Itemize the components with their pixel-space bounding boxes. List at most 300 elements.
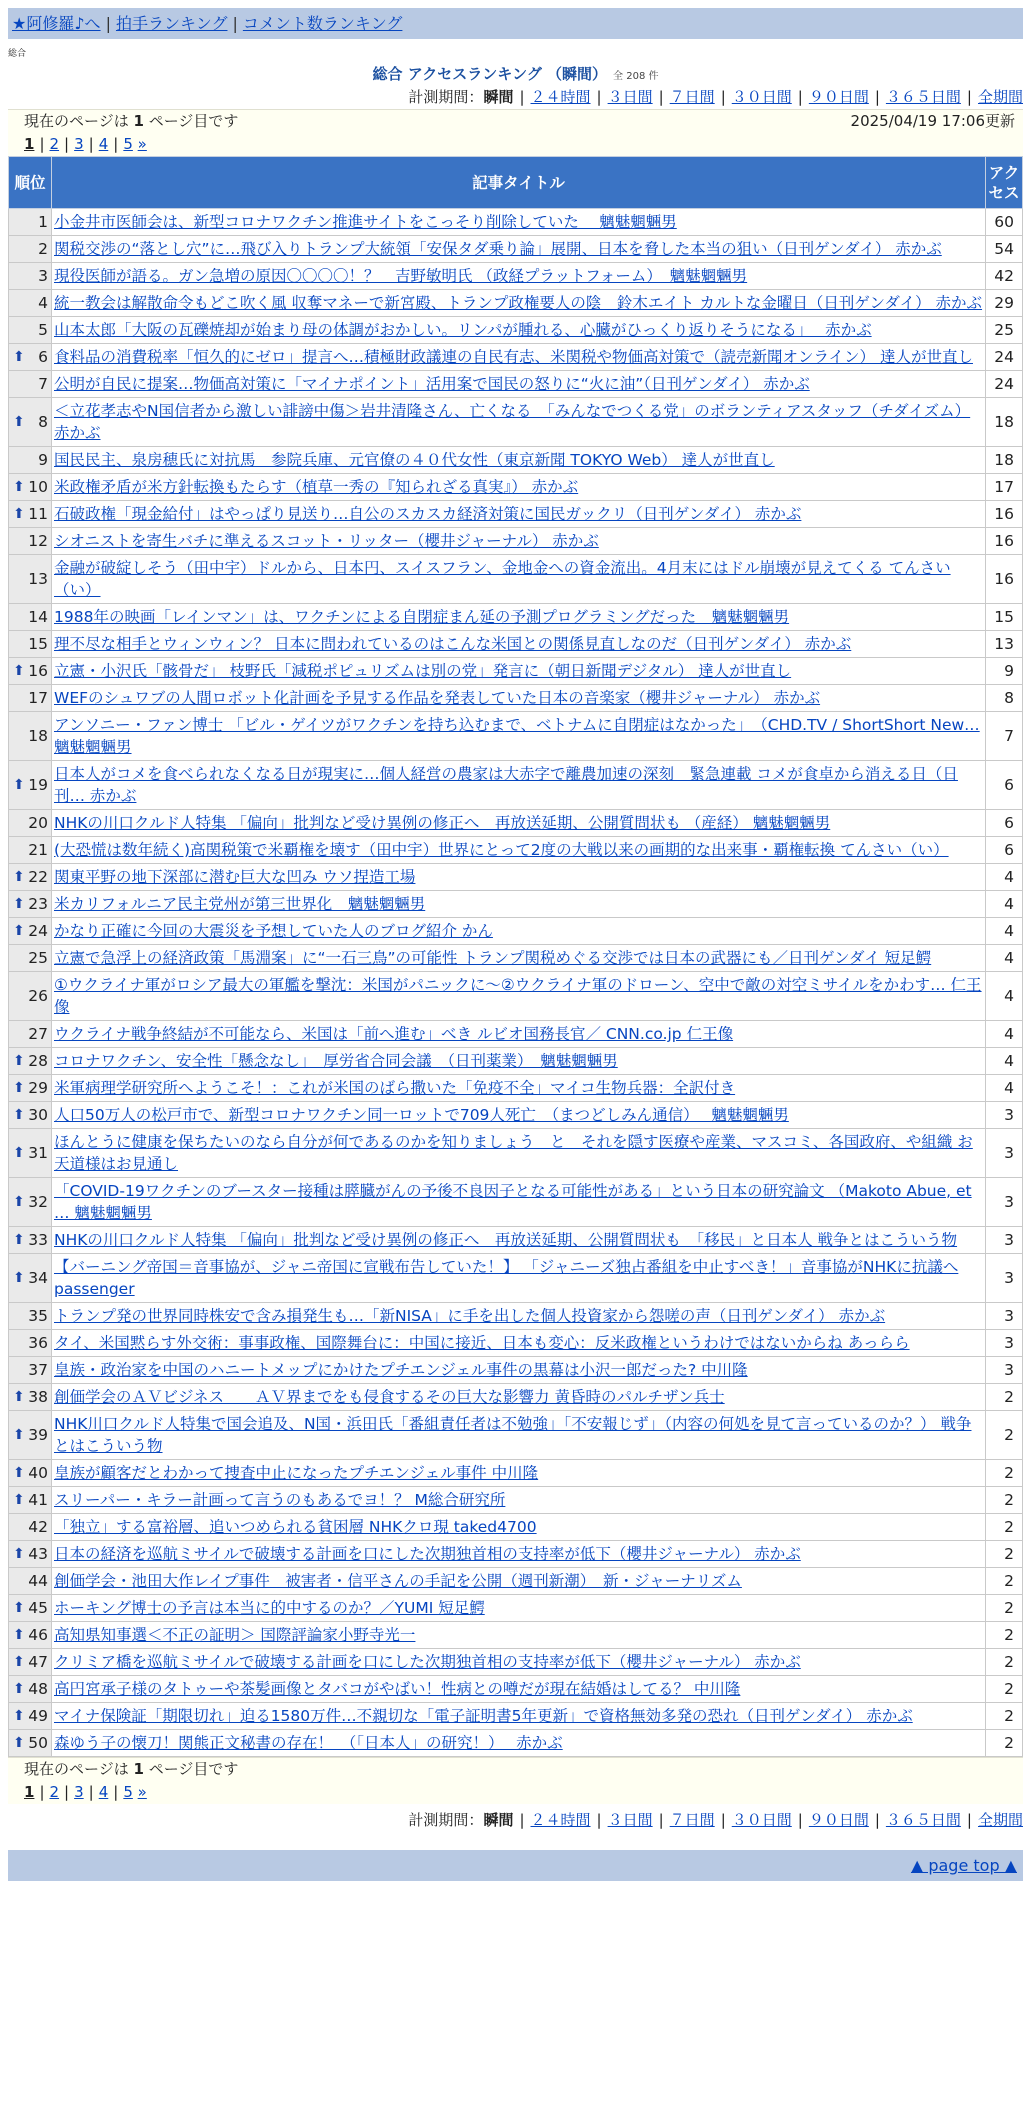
article-title-link[interactable]: トランプ発の世界同時株安で含み損発生も…「新NISA」に手を出した個人投資家から怨嗟の声（日刊ゲンダイ） 赤かぶ xyxy=(54,1307,886,1325)
period-separator: | xyxy=(720,1811,726,1829)
title-cell xyxy=(52,1411,986,1460)
period-separator: | xyxy=(720,88,726,106)
title-cell xyxy=(52,1178,986,1227)
rank-cell xyxy=(9,1411,52,1460)
article-title-link[interactable]: 立憲・小沢氏「骸骨だ」 枝野氏「減税ポピュリズムは別の党」発言に（朝日新聞デジタル） 達人が世直し xyxy=(54,662,792,680)
title-cell xyxy=(52,761,986,810)
pagination-top xyxy=(24,133,1015,156)
rank-cell xyxy=(9,209,52,236)
access-count: 4 xyxy=(986,891,1023,918)
table-row xyxy=(9,1075,1023,1102)
article-title-link[interactable]: 現役医師が語る。ガン急増の原因〇〇〇〇！？ 吉野敏明氏 （政経プラットフォーム） 魑魅魍魎男 xyxy=(54,267,748,285)
table-row xyxy=(9,1568,1023,1595)
rank-number: 14 xyxy=(28,608,48,626)
rank-number: 26 xyxy=(28,987,48,1005)
rank-number: 35 xyxy=(28,1307,48,1325)
title-cell xyxy=(52,1703,986,1730)
rank-number: 21 xyxy=(28,841,48,859)
title-cell xyxy=(52,918,986,945)
access-count: 18 xyxy=(986,398,1023,447)
access-count: 13 xyxy=(986,631,1023,658)
article-title-link[interactable]: ほんとうに健康を保ちたいのなら自分が何であるのかを知りましょう と それを隠す医療や産業、マスコミ、各国政府、や組織 お天道様はお見通し xyxy=(54,1133,973,1173)
table-row xyxy=(9,528,1023,555)
table-row xyxy=(9,1303,1023,1330)
article-title-link[interactable]: ①ウクライナ軍がロシア最大の軍艦を撃沈：米国がパニックに～②ウクライナ軍のドローン、空中で敵の対空ミサイルをかわす… 仁王像 xyxy=(54,976,982,1016)
title-cell xyxy=(52,501,986,528)
period-link[interactable]: ９０日間 xyxy=(808,1811,869,1829)
title-cell xyxy=(52,344,986,371)
page-link[interactable]: 3 xyxy=(74,1783,84,1801)
title-cell xyxy=(52,604,986,631)
title-cell xyxy=(52,1595,986,1622)
table-row xyxy=(9,891,1023,918)
rank-cell xyxy=(9,528,52,555)
access-count: 24 xyxy=(986,371,1023,398)
rank-cell xyxy=(9,1649,52,1676)
rank-up-arrow-icon: ⬆ xyxy=(13,1465,25,1481)
rank-cell xyxy=(9,1541,52,1568)
article-title-link[interactable]: 食料品の消費税率「恒久的にゼロ」提言へ…積極財政議連の自民有志、米関税や物価高対策で（読売新聞オンライン） 達人が世直し xyxy=(54,348,973,366)
nav-separator: | xyxy=(105,14,111,33)
period-link[interactable]: ３日間 xyxy=(607,88,653,106)
article-title-link[interactable]: タイ、米国黙らす外交術：事事政権、国際舞台に：中国に接近、日本も変心：反米政権というわけではないからね あっらら xyxy=(54,1334,910,1352)
rank-cell xyxy=(9,685,52,712)
rank-cell xyxy=(9,972,52,1021)
table-row xyxy=(9,712,1023,761)
table-row xyxy=(9,1460,1023,1487)
title-cell xyxy=(52,317,986,344)
rank-number: 46 xyxy=(28,1626,48,1644)
title-cell xyxy=(52,447,986,474)
article-title-link[interactable]: 「COVID-19ワクチンのブースター接種は膵臓がんの予後不良因子となる可能性がある」という日本の研究論文 （Makoto Abue, et … 魑魅魍魎男 xyxy=(54,1182,972,1222)
table-row xyxy=(9,1129,1023,1178)
article-title-link[interactable]: マイナ保険証「期限切れ」迫る1580万件…不親切な「電子証明書5年更新」で資格無効多発の恐れ（日刊ゲンダイ） 赤かぶ xyxy=(54,1707,913,1725)
breadcrumb: 総合 xyxy=(8,49,27,59)
title-cell xyxy=(52,1460,986,1487)
period-separator: | xyxy=(658,1811,664,1829)
rank-cell xyxy=(9,398,52,447)
rank-cell xyxy=(9,474,52,501)
page-link[interactable]: 5 xyxy=(123,135,133,153)
article-title-link[interactable]: スリーパー・キラー計画って言うのもあるでヨ！？ M総合研究所 xyxy=(54,1491,506,1509)
table-row xyxy=(9,1384,1023,1411)
nav-separator: | xyxy=(232,14,238,33)
rank-number: 1 xyxy=(38,213,48,231)
title-cell xyxy=(52,474,986,501)
table-row xyxy=(9,209,1023,236)
title-cell xyxy=(52,712,986,761)
article-title-link[interactable]: 日本の経済を巡航ミサイルで破壊する計画を口にした次期独首相の支持率が低下（櫻井ジャーナル） 赤かぶ xyxy=(54,1545,801,1563)
rank-number: 47 xyxy=(28,1653,48,1671)
pager-separator: | xyxy=(39,1783,45,1801)
period-link[interactable]: ３６５日間 xyxy=(885,1811,961,1829)
page-link[interactable]: 2 xyxy=(49,135,60,153)
rank-cell xyxy=(9,501,52,528)
rank-cell xyxy=(9,371,52,398)
title-cell xyxy=(52,1129,986,1178)
rank-up-arrow-icon: ⬆ xyxy=(13,349,25,365)
article-title-link[interactable]: ウクライナ戦争終結が不可能なら、米国は「前へ進む」べき ルビオ国務長官／ CNN.co.jp 仁王像 xyxy=(54,1025,734,1043)
article-title-link[interactable]: 創価学会・池田大作レイプ事件 被害者・信平さんの手記を公開（週刊新潮） 新・ジャーナリズム xyxy=(54,1572,742,1590)
rank-number: 2 xyxy=(38,240,48,258)
rank-number: 43 xyxy=(28,1545,48,1563)
table-row xyxy=(9,1178,1023,1227)
table-row xyxy=(9,972,1023,1021)
article-title-link[interactable]: 関東平野の地下深部に潜む巨大な凹み ウソ捏造工場 xyxy=(54,868,416,886)
rank-cell xyxy=(9,1595,52,1622)
rank-number: 7 xyxy=(38,375,48,393)
title-cell xyxy=(52,1676,986,1703)
top-nav xyxy=(8,8,1023,39)
article-title-link[interactable]: 統一教会は解散命令もどこ吹く風 収奪マネーで新宮殿、トランプ政権要人の陰 鈴木エイト カルトな金曜日（日刊ゲンダイ） 赤かぶ xyxy=(54,294,983,312)
rank-cell xyxy=(9,1730,52,1757)
article-title-link[interactable]: ＜立花孝志やN国信者から激しい誹謗中傷＞岩井清隆さん、亡くなる 「みんなでつくる党」のボランティアスタッフ（チダイズム） 赤かぶ xyxy=(54,402,971,442)
title-cell xyxy=(52,685,986,712)
table-row xyxy=(9,631,1023,658)
period-link[interactable]: ２４時間 xyxy=(530,88,591,106)
title-cell xyxy=(52,1102,986,1129)
period-link[interactable]: 全期間 xyxy=(977,1811,1023,1829)
rank-cell xyxy=(9,1676,52,1703)
rank-cell xyxy=(9,447,52,474)
access-count: 6 xyxy=(986,761,1023,810)
rank-cell xyxy=(9,864,52,891)
access-count: 3 xyxy=(986,1254,1023,1303)
period-label: 計測期間： xyxy=(408,1811,484,1829)
rank-number: 5 xyxy=(38,321,48,339)
rank-up-arrow-icon: ⬆ xyxy=(13,1145,25,1161)
updated-time: 2025/04/19 17:06更新 xyxy=(850,112,1015,130)
title-cell xyxy=(52,837,986,864)
table-row xyxy=(9,1487,1023,1514)
access-count: 4 xyxy=(986,864,1023,891)
rank-cell xyxy=(9,891,52,918)
title-cell xyxy=(52,1541,986,1568)
article-title-link[interactable]: 米軍病理学研究所へようこそ！：これが米国のばら撒いた「免疫不全」マイコ生物兵器：全訳付き xyxy=(54,1079,736,1097)
total-count: 全 208 件 xyxy=(613,71,659,82)
access-count: 2 xyxy=(986,1730,1023,1757)
article-title-link[interactable]: ホーキング博士の予言は本当に的中するのか？／YUMI 短足鰐 xyxy=(54,1599,485,1617)
period-separator: | xyxy=(966,88,972,106)
period-separator: | xyxy=(966,1811,972,1829)
title-cell xyxy=(52,1487,986,1514)
period-link[interactable]: ３日間 xyxy=(607,1811,653,1829)
rank-cell xyxy=(9,945,52,972)
article-title-link[interactable]: 高円宮承子様のタトゥーや茶髪画像とタバコがやばい！性病との噂だが現在結婚はしてる？ 中川隆 xyxy=(54,1680,741,1698)
period-link[interactable]: ２４時間 xyxy=(530,1811,591,1829)
next-page-link[interactable]: » xyxy=(137,1783,147,1801)
pager-separator: | xyxy=(39,135,45,153)
table-row xyxy=(9,1227,1023,1254)
article-title-link[interactable]: 公明が自民に提案…物価高対策に「マイナポイント」活用案で国民の怒りに“火に油”（日刊ゲンダイ） 赤かぶ xyxy=(54,375,810,393)
table-row xyxy=(9,263,1023,290)
period-selector-top xyxy=(8,85,1023,109)
rank-number: 38 xyxy=(28,1388,48,1406)
rank-cell xyxy=(9,555,52,604)
access-count: 16 xyxy=(986,501,1023,528)
table-row xyxy=(9,604,1023,631)
rank-up-arrow-icon: ⬆ xyxy=(13,923,25,939)
article-title-link[interactable]: 人口50万人の松戸市で、新型コロナワクチン同一ロットで709人死亡 （まつどしみん通信） 魑魅魍魎男 xyxy=(54,1106,789,1124)
access-count: 4 xyxy=(986,1021,1023,1048)
current-page-text: 現在のページは 1 ページ目です xyxy=(24,1760,239,1778)
period-label: 計測期間： xyxy=(408,88,484,106)
title-cell xyxy=(52,1048,986,1075)
title-cell xyxy=(52,631,986,658)
rank-up-arrow-icon: ⬆ xyxy=(13,479,25,495)
period-link[interactable]: ７日間 xyxy=(669,1811,715,1829)
period-separator: | xyxy=(797,88,803,106)
table-row xyxy=(9,1048,1023,1075)
rank-cell xyxy=(9,1622,52,1649)
rank-cell xyxy=(9,1703,52,1730)
next-page-link[interactable]: » xyxy=(137,135,147,153)
table-row xyxy=(9,447,1023,474)
table-row xyxy=(9,1514,1023,1541)
page-link[interactable]: 3 xyxy=(74,135,84,153)
article-title-link[interactable]: 森ゆう子の懐刀！関熊正文秘書の存在！ （「日本人」の研究！） 赤かぶ xyxy=(54,1734,563,1752)
title-cell xyxy=(52,1568,986,1595)
table-row xyxy=(9,371,1023,398)
period-selector-bottom xyxy=(8,1808,1023,1832)
rank-up-arrow-icon: ⬆ xyxy=(13,1708,25,1724)
article-title-link[interactable]: 石破政権「現金給付」はやっぱり見送り…自公のスカスカ経済対策に国民ガックリ（日刊ゲンダイ） 赤かぶ xyxy=(54,505,802,523)
article-title-link[interactable]: NHK川口クルド人特集で国会追及、N国・浜田氏「番組責任者は不勉強」「不安報じず」（内容の何処を見て言っているのか？） 戦争とはこういう物 xyxy=(54,1415,972,1455)
access-count: 6 xyxy=(986,837,1023,864)
access-count: 2 xyxy=(986,1384,1023,1411)
rank-number: 20 xyxy=(28,814,48,832)
article-title-link[interactable]: 皇族が顧客だとわかって捜査中止になったプチエンジェル事件 中川隆 xyxy=(54,1464,539,1482)
rank-cell xyxy=(9,1487,52,1514)
table-row xyxy=(9,837,1023,864)
title-cell xyxy=(52,1330,986,1357)
table-row xyxy=(9,810,1023,837)
title-cell xyxy=(52,945,986,972)
table-row xyxy=(9,555,1023,604)
pager-separator: | xyxy=(113,135,119,153)
title-cell xyxy=(52,972,986,1021)
article-title-link[interactable]: かなり正確に今回の大震災を予想していた人のブログ紹介 かん xyxy=(54,922,493,940)
period-link[interactable]: ７日間 xyxy=(669,88,715,106)
comment-ranking-link[interactable]: コメント数ランキング xyxy=(242,14,403,33)
table-row xyxy=(9,1703,1023,1730)
rank-number: 39 xyxy=(28,1426,48,1444)
article-title-link[interactable]: 創価学会のＡＶビジネス ＡＶ界までをも侵食するその巨大な影響力 黄昏時のパルチザン兵士 xyxy=(54,1388,725,1406)
article-title-link[interactable]: 米カリフォルニア民主党州が第三世界化 魑魅魍魎男 xyxy=(54,895,426,913)
article-title-link[interactable]: 小金井市医師会は、新型コロナワクチン推進サイトをこっそり削除していた 魑魅魍魎男 xyxy=(54,213,677,231)
article-title-link[interactable]: コロナワクチン、安全性「懸念なし」 厚労省合同会議 （日刊薬業） 魑魅魍魎男 xyxy=(54,1052,618,1070)
home-link[interactable]: ★阿修羅♪へ xyxy=(12,14,101,33)
rank-up-arrow-icon: ⬆ xyxy=(13,1080,25,1096)
period-separator: | xyxy=(874,88,880,106)
article-title-link[interactable]: WEFのシュワブの人間ロボット化計画を予見する作品を発表していた日本の音楽家（櫻井ジャーナル） 赤かぶ xyxy=(54,689,821,707)
rank-number: 41 xyxy=(28,1491,48,1509)
page-title: 総合 アクセスランキング （瞬間） xyxy=(372,65,608,83)
period-link[interactable]: ３０日間 xyxy=(731,1811,792,1829)
rank-number: 40 xyxy=(28,1464,48,1482)
table-row xyxy=(9,1541,1023,1568)
access-count: 8 xyxy=(986,685,1023,712)
rank-cell xyxy=(9,1568,52,1595)
period-separator: | xyxy=(874,1811,880,1829)
rank-up-arrow-icon: ⬆ xyxy=(13,1232,25,1248)
title-cell xyxy=(52,1075,986,1102)
rank-up-arrow-icon: ⬆ xyxy=(13,1735,25,1751)
rank-up-arrow-icon: ⬆ xyxy=(13,663,25,679)
table-row xyxy=(9,290,1023,317)
title-cell xyxy=(52,528,986,555)
rank-number: 37 xyxy=(28,1361,48,1379)
table-row xyxy=(9,685,1023,712)
rank-number: 9 xyxy=(38,451,48,469)
rank-cell xyxy=(9,810,52,837)
rank-number: 18 xyxy=(28,727,48,745)
page-title-block xyxy=(8,63,1023,85)
title-cell xyxy=(52,1514,986,1541)
rank-number: 4 xyxy=(38,294,48,312)
page-link[interactable]: 2 xyxy=(49,1783,60,1801)
rank-number: 33 xyxy=(28,1231,48,1249)
rank-cell xyxy=(9,604,52,631)
period-separator: | xyxy=(596,1811,602,1829)
rank-up-arrow-icon: ⬆ xyxy=(13,1600,25,1616)
title-cell xyxy=(52,371,986,398)
access-count: 15 xyxy=(986,604,1023,631)
access-count: 54 xyxy=(986,236,1023,263)
rank-cell xyxy=(9,1384,52,1411)
rank-number: 29 xyxy=(28,1079,48,1097)
rank-up-arrow-icon: ⬆ xyxy=(13,1492,25,1508)
article-title-link[interactable]: 米政権矛盾が米方針転換もたらす（植草一秀の『知られざる真実』） 赤かぶ xyxy=(54,478,579,496)
rank-number: 17 xyxy=(28,689,48,707)
rank-cell xyxy=(9,344,52,371)
period-separator: | xyxy=(658,88,664,106)
page-info-bottom xyxy=(8,1757,1023,1804)
article-title-link[interactable]: 【バーニング帝国＝音事協が、ジャニ帝国に宣戦布告していた！】 「ジャニーズ独占番組を中止すべき！」音事協がNHKに抗議へ passenger xyxy=(54,1258,959,1298)
access-count: 3 xyxy=(986,1357,1023,1384)
rank-up-arrow-icon: ⬆ xyxy=(13,1107,25,1123)
rank-number: 13 xyxy=(28,570,48,588)
article-title-link[interactable]: 国民民主、泉房穂氏に対抗馬 参院兵庫、元官僚の４０代女性（東京新聞 TOKYO Web） 達人が世直し xyxy=(54,451,775,469)
rank-cell xyxy=(9,658,52,685)
article-title-link[interactable]: NHKの川口クルド人特集 「偏向」批判など受け異例の修正へ 再放送延期、公開質問状も （産経） 魑魅魍魎男 xyxy=(54,814,831,832)
rank-up-arrow-icon: ⬆ xyxy=(13,1270,25,1286)
rank-cell xyxy=(9,1330,52,1357)
rank-number: 28 xyxy=(28,1052,48,1070)
period-current: 瞬間 xyxy=(483,88,514,106)
rank-up-arrow-icon: ⬆ xyxy=(13,414,25,430)
title-cell xyxy=(52,555,986,604)
table-row xyxy=(9,864,1023,891)
rank-number: 22 xyxy=(28,868,48,886)
period-separator: | xyxy=(797,1811,803,1829)
page-link[interactable]: 5 xyxy=(123,1783,133,1801)
access-count: 6 xyxy=(986,810,1023,837)
period-link[interactable]: ９０日間 xyxy=(808,88,869,106)
access-count: 42 xyxy=(986,263,1023,290)
page-link[interactable]: 4 xyxy=(98,135,109,153)
article-title-link[interactable]: 山本太郎「大阪の瓦礫焼却が始まり母の体調がおかしい。リンパが腫れる、心臓がひっくり返りそうになる」 赤かぶ xyxy=(54,321,872,339)
access-count: 29 xyxy=(986,290,1023,317)
article-title-link[interactable]: 関税交渉の“落とし穴”に…飛び入りトランプ大統領「安保タダ乗り論」展開、日本を脅した本当の狙い（日刊ゲンダイ） 赤かぶ xyxy=(54,240,942,258)
table-row xyxy=(9,474,1023,501)
rank-number: 50 xyxy=(28,1734,48,1752)
rank-number: 23 xyxy=(28,895,48,913)
rank-cell xyxy=(9,236,52,263)
access-count: 2 xyxy=(986,1703,1023,1730)
title-cell xyxy=(52,1021,986,1048)
article-title-link[interactable]: 「独立」する富裕層、追いつめられる貧困層 NHKクロ現 taked4700 xyxy=(54,1518,537,1536)
article-title-link[interactable]: アンソニー・ファン博士 「ビル・ゲイツがワクチンを持ち込むまで、ベトナムに自閉症はなかった」 （CHD.TV / ShortShort New… 魑魅魍魎男 xyxy=(54,716,980,756)
rank-number: 3 xyxy=(38,267,48,285)
article-title-link[interactable]: 金融が破綻しそう（田中宇）ドルから、日本円、スイスフラン、金地金への資金流出。4月末にはドル崩壊が見えてくる てんさい（い） xyxy=(54,559,951,599)
page-link[interactable]: 4 xyxy=(98,1783,109,1801)
article-title-link[interactable]: (大恐慌は数年続く)高関税策で米覇権を壊す（田中宇）世界にとって2度の大戦以来の画期的な出来事・覇権転換 てんさい（い） xyxy=(54,841,949,859)
period-link[interactable]: 全期間 xyxy=(977,88,1023,106)
footer-nav xyxy=(8,1850,1023,1881)
title-cell xyxy=(52,658,986,685)
period-link[interactable]: ３０日間 xyxy=(731,88,792,106)
article-title-link[interactable]: NHKの川口クルド人特集 「偏向」批判など受け異例の修正へ 再放送延期、公開質問状も 「移民」と日本人 戦争とはこういう物 xyxy=(54,1231,958,1249)
rank-cell xyxy=(9,317,52,344)
table-header-row xyxy=(9,157,1023,209)
rank-cell xyxy=(9,712,52,761)
rank-number: 11 xyxy=(28,505,48,523)
rank-up-arrow-icon: ⬆ xyxy=(13,1546,25,1562)
rank-number: 15 xyxy=(28,635,48,653)
article-title-link[interactable]: 日本人がコメを食べられなくなる日が現実に…個人経営の農家は大赤字で離農加速の深刻 緊急連載 コメが食卓から消える日（日刊… 赤かぶ xyxy=(54,765,958,805)
period-separator: | xyxy=(519,88,525,106)
title-cell xyxy=(52,1730,986,1757)
rank-number: 27 xyxy=(28,1025,48,1043)
rank-number: 10 xyxy=(28,478,48,496)
article-title-link[interactable]: 1988年の映画「レインマン」は、ワクチンによる自閉症まん延の予測プログラミングだった 魑魅魍魎男 xyxy=(54,608,790,626)
table-row xyxy=(9,501,1023,528)
table-row xyxy=(9,317,1023,344)
rank-up-arrow-icon: ⬆ xyxy=(13,1627,25,1643)
pager-separator: | xyxy=(64,135,70,153)
rank-number: 42 xyxy=(28,1518,48,1536)
table-row xyxy=(9,236,1023,263)
article-title-link[interactable]: 高知県知事選＜不正の証明＞ 国際評論家小野寺光一 xyxy=(54,1626,416,1644)
title-cell xyxy=(52,1254,986,1303)
title-cell xyxy=(52,290,986,317)
article-title-link[interactable]: シオニストを寄生バチに準えるスコット・リッター（櫻井ジャーナル） 赤かぶ xyxy=(54,532,599,550)
article-title-link[interactable]: 皇族・政治家を中国のハニートメップにかけたプチエンジェル事件の黒幕は小沢一郎だった? 中川隆 xyxy=(54,1361,748,1379)
article-title-link[interactable]: 立憲で急浮上の経済政策「馬淵案」に“一石三鳥”の可能性 トランプ関税めぐる交渉では日本の武器にも／日刊ゲンダイ 短足鰐 xyxy=(54,949,932,967)
ranking-table xyxy=(8,156,1023,1757)
page-current: 1 xyxy=(24,135,35,153)
rank-number: 49 xyxy=(28,1707,48,1725)
clap-ranking-link[interactable]: 拍手ランキング xyxy=(115,14,228,33)
rank-cell xyxy=(9,918,52,945)
access-count: 18 xyxy=(986,447,1023,474)
article-title-link[interactable]: クリミア橋を巡航ミサイルで破壊する計画を口にした次期独首相の支持率が低下（櫻井ジャーナル） 赤かぶ xyxy=(54,1653,801,1671)
title-cell xyxy=(52,1384,986,1411)
pager-separator: | xyxy=(88,135,94,153)
rank-cell xyxy=(9,1357,52,1384)
rank-up-arrow-icon: ⬆ xyxy=(13,1389,25,1405)
title-cell xyxy=(52,236,986,263)
period-current: 瞬間 xyxy=(483,1811,514,1829)
access-count: 4 xyxy=(986,1048,1023,1075)
article-title-link[interactable]: 理不尽な相手とウィンウィン？ 日本に問われているのはこんな米国との関係見直しなのだ（日刊ゲンダイ） 赤かぶ xyxy=(54,635,852,653)
page-top-link[interactable]: ▲ page top ▲ xyxy=(910,1856,1017,1875)
table-row xyxy=(9,1021,1023,1048)
access-count: 2 xyxy=(986,1595,1023,1622)
table-row xyxy=(9,1649,1023,1676)
period-link[interactable]: ３６５日間 xyxy=(885,88,961,106)
